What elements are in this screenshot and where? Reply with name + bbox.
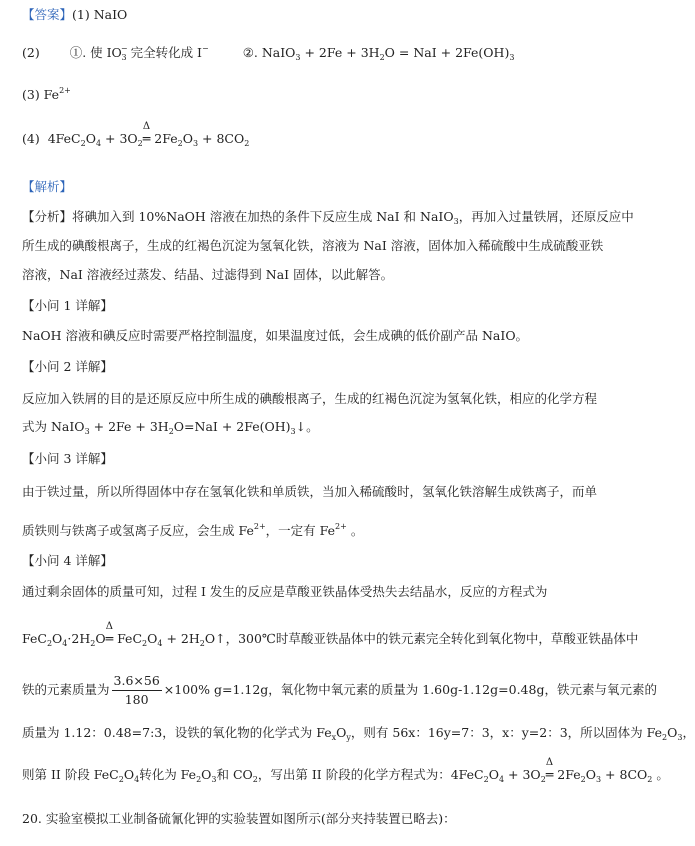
q2-text-1: 反应加入铁屑的目的是还原反应中所生成的碘酸根离子，生成的红褐色沉淀为氢氧化铁，相应的化学方程 [22,391,598,406]
q4-equation-line: $FeC_2O_4\cdot 2H_2O$ Δ ═ $FeC_2O_4$ + $2H_2O↑$，300℃时草酸亚铁晶体中的铁元素完全转化到氧化物中，草酸亚铁晶体中 [22,621,639,648]
mass-fraction: $\frac{3.6\times 56}{180}$ [113,673,160,707]
answer-part-2-a: ①. 使 $IO^-_3$ 完全转化成 I− [69,44,209,62]
answer-part-2-b: ②. NaIO$_3$ + $2Fe + 3H_2O$ = NaI + $2Fe(OH)_3$ [242,45,515,62]
answer-line-1 [22,6,127,24]
q4-text-1: 通过剩余固体的质量可知，过程 I 发生的反应是草酸亚铁晶体受热失去结晶水，反应的方程式为 [22,584,548,599]
q3-text-2: 质铁则与铁离子或氢离子反应，会生成 $Fe^{2+}$，一定有 $Fe^{2+}$ 。 [22,522,364,538]
fenxi-line-1: 【分析】将碘加入到 10%NaOH 溶液在加热的条件下反应生成 NaI 和 NaIO$_3$，再加入过量铁屑，还原反应中 [22,209,634,226]
answer-part-4-equation: $4FeC_2O_4 + 3O_2$ Δ ═ $2Fe_2O_3 + 8CO_2$ [47,121,250,148]
q4-text-5: 则第 II 阶段 $FeC_2O_4$转化为 $Fe_2O_3$和 $CO_2$，写出第 II 阶段的化学方程式为：$4FeC_2O_4 + 3O_2$ Δ ═ $2Fe_2O_3 + 8CO_2$ 。 [22,757,669,784]
q4-text-4: 质量为 1.12：0.48=7:3，设铁的氧化物的化学式为 $Fe_xO_y$，则有 56x：16y=7：3，x：y=2：3，所以固体为 $Fe_2O_3$， [22,725,695,742]
analysis-heading: 【解析】 [22,179,73,194]
answer-line-4: (4) $4FeC_2O_4 + 3O_2$ Δ ═ $2Fe_2O_3 + 8CO_2$ [22,121,250,148]
q4-fraction-line: 铁的元素质量为 $\frac{3.6\times 56}{180}$ ×100% g=1.12g，氧化物中氧元素的质量为 1.60g-1.12g=0.48g，铁元素与氧元素的 [22,673,657,707]
answer-heading: 【答案】 [22,7,73,22]
q2-title: 【小问 2 详解】 [22,359,113,374]
next-question: 20. 实验室模拟工业制备硫氰化钾的实验装置如图所示(部分夹持装置已略去)： [22,811,456,826]
q3-title: 【小问 3 详解】 [22,451,113,466]
answer-line-2 [22,40,514,67]
q3-text-1: 由于铁过量，所以所得固体中存在氢氧化铁和单质铁，当加入稀硫酸时，氢氧化铁溶解生成铁离子，而单 [22,484,598,499]
answer-part-1: (1) NaIO [72,7,128,22]
answer-part-2-number: (2) [22,45,40,60]
q1-title: 【小问 1 详解】 [22,298,113,313]
fenxi-line-2: 所生成的碘酸根离子，生成的红褐色沉淀为氢氧化铁，溶液为 NaI 溶液，固体加入稀硫酸中生成硫酸亚铁 [22,238,604,253]
q1-text: NaOH 溶液和碘反应时需要严格控制温度，如果温度过低，会生成碘的低价副产品 NaIO。 [22,328,529,343]
answer-line-3: (3) $Fe^{2+}$ [22,86,71,102]
q4-title: 【小问 4 详解】 [22,553,113,568]
q2-text-2: 式为 NaIO$_3$ + $2Fe + 3H_2O=NaI$ + $2Fe(OH)_3↓$。 [22,419,319,436]
fenxi-line-3: 溶液，NaI 溶液经过蒸发、结晶、过滤得到 NaI 固体，以此解答。 [22,267,394,282]
